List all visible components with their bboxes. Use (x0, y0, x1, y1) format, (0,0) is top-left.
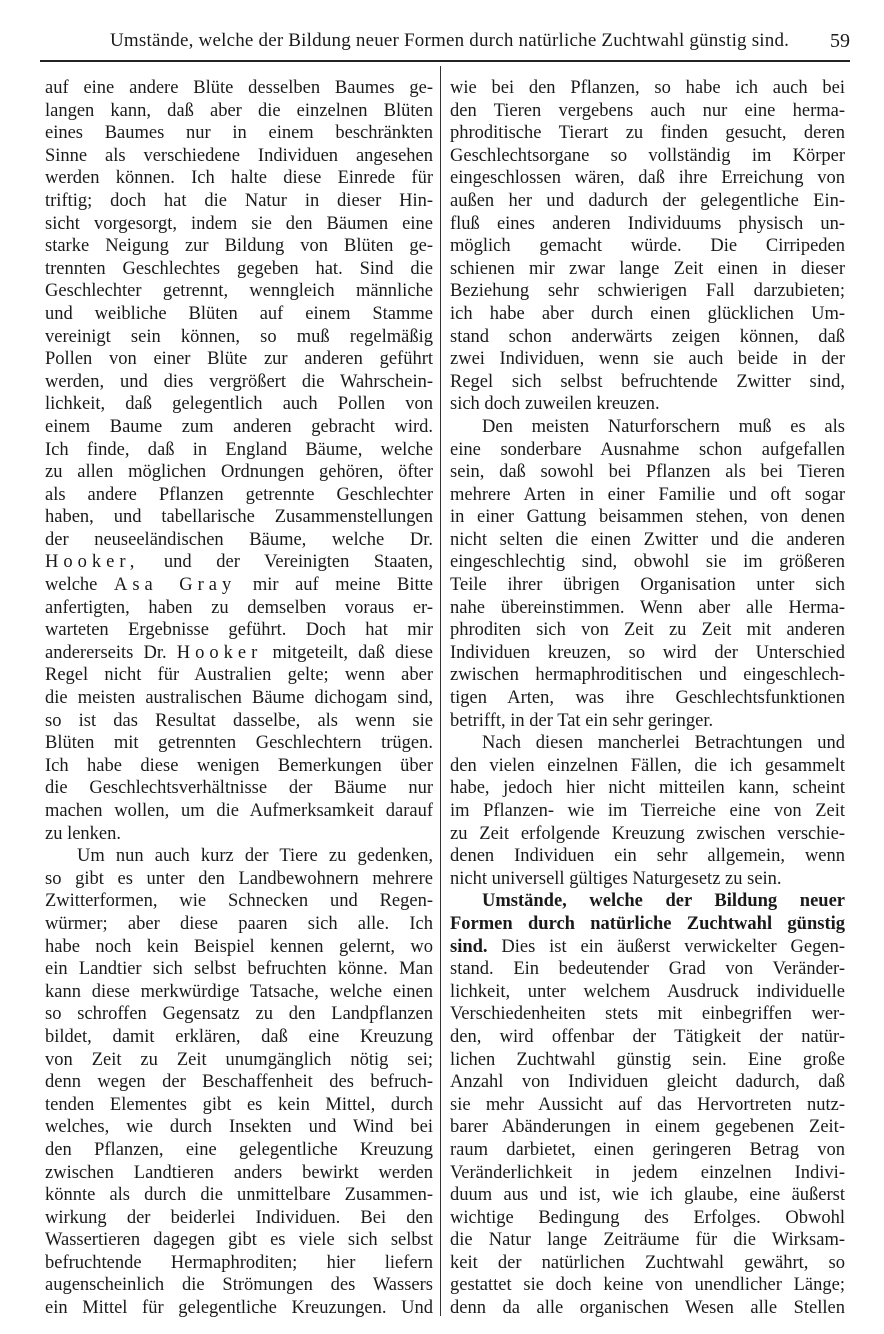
text-line: denn da alle organischen Wesen alle Stellen (450, 1298, 845, 1319)
text-line: zu allen möglichen Ordnungen gehören, öfter (45, 462, 433, 483)
text-line: kann diese merkwürdige Tatsache, welche einen (45, 981, 433, 1002)
text-line: trennten Geschlechtes gegeben hat. Sind die (45, 258, 433, 279)
text-line: betrifft, in der Tat ein sehr geringer. (450, 710, 714, 731)
text-line: Beziehung sehr schwierigen Fall darzubieten; (450, 281, 845, 302)
text-line: tenden Elementes gibt es kein Mittel, durch (45, 1094, 433, 1115)
text-line: eines Baumes nur in einem beschränkten (45, 123, 433, 144)
text-line: Anzahl von Individuen gleicht dadurch, daß (450, 1072, 845, 1093)
text-line: Geschlechter getrennt, wenngleich männliche (45, 281, 433, 302)
text-line: Hooker, und der Vereinigten Staaten, (45, 552, 433, 573)
text-line: wirkung der beiderlei Individuen. Bei den (45, 1207, 433, 1228)
text-line: keit der natürlichen Zuchtwahl gewährt, so (450, 1252, 845, 1273)
left-column (45, 77, 433, 1320)
text-line: sicht vorgesorgt, indem sie den Bäumen eine (45, 213, 433, 234)
text-line: Nach diesen mancherlei Betrachtungen und (482, 733, 845, 754)
text-line: befruchtende Hermaphroditen; hier liefern (45, 1252, 433, 1273)
text-line: gestattet sie doch keine von unendlicher Länge; (450, 1275, 845, 1296)
text-line: nicht selten die einen Zwitter und die anderen (450, 529, 845, 550)
text-line: eingeschlechtig sind, obwohl sie im größeren (450, 552, 845, 573)
text-line: wichtige Bedingung des Erfolges. Obwohl (450, 1207, 845, 1228)
text-line: stand schon anderwärts zeigen können, daß (450, 326, 845, 347)
text-line: vereinigt sein können, so muß regelmäßig (45, 326, 433, 347)
text-line: langen kann, daß aber die einzelnen Blüten (45, 100, 433, 121)
text-line: habe noch kein Beispiel kennen gelernt, wo (45, 936, 433, 957)
text-line: triftig; doch hat die Natur in dieser Hin- (45, 190, 433, 211)
text-line: augenscheinlich die Strömungen des Wassers (45, 1275, 433, 1296)
text-line: denn wegen der Beschaffenheit des befruch- (45, 1072, 433, 1093)
text-line: würmer; aber diese paaren sich alle. Ich (45, 913, 433, 934)
text-line: die meisten australischen Bäume dichogam sind, (45, 688, 433, 709)
text-line: so gibt es unter den Landbewohnern mehrere (45, 868, 433, 889)
text-line: zwischen Landtieren anders bewirkt werden (45, 1162, 433, 1183)
text-line: tigen Arten, was ihre Geschlechtsfunktionen (450, 688, 845, 709)
text-line: ein Mittel für gelegentliche Kreuzungen. Und (45, 1298, 433, 1319)
text-line: den, wird offenbar der Tätigkeit der natür- (450, 1026, 845, 1047)
text-line: Ich finde, daß in England Bäume, welche (45, 439, 433, 460)
text-line: sind. Dies ist ein äußerst verwickelter Gegen- (450, 936, 845, 957)
text-line: phroditische Tierart zu finden gesucht, deren (450, 123, 845, 144)
text-line: den Pflanzen, eine gelegentliche Kreuzung (45, 1139, 433, 1160)
text-line: Regel nicht für Australien gelte; wenn aber (45, 665, 433, 686)
text-line: welches, wie durch Insekten und Wind bei (45, 1117, 433, 1138)
text-line: schienen mir zwar lange Zeit einen in dieser (450, 258, 845, 279)
text-line: die Natur lange Zeiträume für die Wirksam- (450, 1230, 845, 1251)
text-line (450, 890, 845, 913)
text-line: Sinne als verschiedene Individuen angesehen (45, 145, 433, 166)
text-line: Geschlechtsorgane so vollständig im Körper (450, 145, 845, 166)
text-line: zwischen hermaphroditischen und eingeschlech- (450, 665, 845, 686)
text-line: duum aus und ist, wie ich glaube, eine äußerst (450, 1185, 845, 1206)
text-line: habe, jedoch hier nicht mitteilen kann, scheint (450, 778, 845, 799)
text-line: zwei Individuen, wenn sie auch beide in der (450, 349, 845, 370)
text-line: Ich habe diese wenigen Bemerkungen über (45, 755, 433, 776)
text-line: Verschiedenheiten stets mit einbegriffen wer- (450, 1004, 845, 1025)
column-divider (440, 66, 441, 1316)
text-line: sich doch zuweilen kreuzen. (450, 394, 660, 415)
text-line: starke Neigung zur Bildung von Blüten ge- (45, 236, 433, 257)
spaced-name: Hooker, (45, 552, 140, 573)
text-line (450, 913, 845, 936)
text-line: so ist das Resultat dasselbe, als wenn sie (45, 710, 433, 731)
text-line: lichen Zuchtwahl günstig sein. Eine große (450, 1049, 845, 1070)
spaced-name: Asa Gray (113, 575, 237, 596)
text-line: den vielen einzelnen Fällen, die ich gesammelt (450, 755, 845, 776)
right-column (450, 77, 845, 1320)
text-line: Wassertieren dagegen gibt es viele sich selbst (45, 1230, 433, 1251)
text-line: Den meisten Naturforschern muß es als (482, 416, 845, 437)
text-line: sie mehr Aussicht auf das Hervortreten nutz- (450, 1094, 845, 1115)
text-line: Teile ihrer übrigen Organisation unter sich (450, 575, 845, 596)
text-line: Individuen kreuzen, so wird der Unterschied (450, 642, 845, 663)
text-line: nicht universell gültiges Naturgesetz zu sein. (450, 868, 782, 889)
text-line: phroditen sich von Zeit zu Zeit mit anderen (450, 620, 845, 641)
text-line: haben, und tabellarische Zusammenstellungen (45, 507, 433, 528)
text-line: Blüten mit getrennten Geschlechtern trügen. (45, 733, 433, 754)
text-line: zu lenken. (45, 823, 122, 844)
section-heading: Formen durch natürliche Zuchtwahl günstig (450, 913, 845, 934)
text-line: mehrere Arten in einer Familie und oft sogar (450, 484, 845, 505)
text-line: außen her und dadurch der gelegentliche Ein- (450, 190, 845, 211)
text-line: im Pflanzen- wie im Tierreiche eine von Zeit (450, 801, 845, 821)
text-line: anfertigten, haben zu demselben voraus er- (45, 597, 433, 618)
text-line: auf eine andere Blüte desselben Baumes ge- (45, 78, 433, 98)
text-line: und weibliche Blüten auf einem Stamme (45, 303, 433, 324)
text-line: fluß eines anderen Individuums physisch un- (450, 213, 845, 234)
text-line: lichkeit, unter welchem Ausdruck individuelle (450, 981, 845, 1002)
text-line: eingeschlossen wären, daß ihre Erreichung von (450, 168, 845, 189)
text-line: einem Baume zum anderen gebracht wird. (45, 416, 433, 437)
text-line: wie bei den Pflanzen, so habe ich auch bei (450, 78, 845, 98)
text-line: werden, und dies vergrößert die Wahrschein- (45, 371, 433, 392)
text-line: welche Asa Gray mir auf meine Bitte (45, 575, 433, 596)
text-line: in einer Gattung beisammen stehen, von denen (450, 507, 845, 528)
text-line: könnte als durch die unmittelbare Zusammen- (45, 1185, 433, 1206)
text-line: werden können. Ich halte diese Einrede für (45, 168, 433, 189)
text-line: Regel sich selbst befruchtende Zwitter sind, (450, 371, 845, 392)
text-line: ich habe aber durch einen glücklichen Um- (450, 303, 845, 324)
text-line: machen wollen, um die Aufmerksamkeit darauf (45, 801, 433, 821)
text-line: lichkeit, daß gelegentlich auch Pollen von (45, 394, 433, 415)
running-title: Umstände, welche der Bildung neuer Formen durch natürliche Zuchtwahl günstig sind. (110, 30, 790, 51)
text-line: der neuseeländischen Bäume, welche Dr. (45, 529, 433, 550)
text-line: zu Zeit erfolgende Kreuzung zwischen verschie- (450, 823, 845, 844)
text-line: bildet, damit erklären, daß eine Kreuzung (45, 1026, 433, 1047)
text-line: Um nun auch kurz der Tiere zu gedenken, (77, 846, 433, 867)
text-line: eine sonderbare Ausnahme schon aufgefallen (450, 439, 845, 460)
text-line: stand. Ein bedeutender Grad von Veränder- (450, 959, 845, 980)
text-line: möglich gemacht würde. Die Cirripeden (450, 236, 845, 257)
text-line: nahe übereinstimmen. Wenn aber alle Herma- (450, 597, 845, 618)
header-rule (40, 60, 850, 62)
text-line: die Geschlechtsverhältnisse der Bäume nur (45, 778, 433, 799)
section-heading: sind. (450, 936, 488, 957)
text-line: von Zeit zu Zeit unumgänglich nötig sei; (45, 1049, 433, 1070)
text-line: den Tieren vergebens auch nur eine herma- (450, 100, 845, 121)
text-line: raum darbietet, einen geringeren Betrag von (450, 1139, 845, 1160)
text-line: Zwitterformen, wie Schnecken und Regen- (45, 891, 433, 912)
text-line: ein Landtier sich selbst befruchten könne. Man (45, 959, 433, 980)
spaced-name: Hooker (176, 642, 263, 663)
text-line: Veränderlichkeit in jedem einzelnen Indivi- (450, 1162, 845, 1183)
section-heading: Umstände, welche der Bildung neuer (482, 891, 845, 912)
page-number: 59 (830, 30, 850, 52)
text-line: so schroffen Gegensatz zu den Landpflanzen (45, 1004, 433, 1025)
text-line: denen Individuen ein sehr allgemein, wenn (450, 846, 845, 867)
text-line: sein, daß sowohl bei Pflanzen als bei Tieren (450, 462, 845, 483)
running-header (110, 30, 850, 56)
text-line: Pollen von einer Blüte zur anderen geführt (45, 349, 433, 370)
text-line: barer Abänderungen in einem gegebenen Zeit- (450, 1117, 845, 1138)
text-line: warteten Ergebnisse geführt. Doch hat mir (45, 620, 433, 641)
text-line: als andere Pflanzen getrennte Geschlechter (45, 484, 433, 505)
text-line: andererseits Dr. Hooker mitgeteilt, daß diese (45, 642, 433, 663)
